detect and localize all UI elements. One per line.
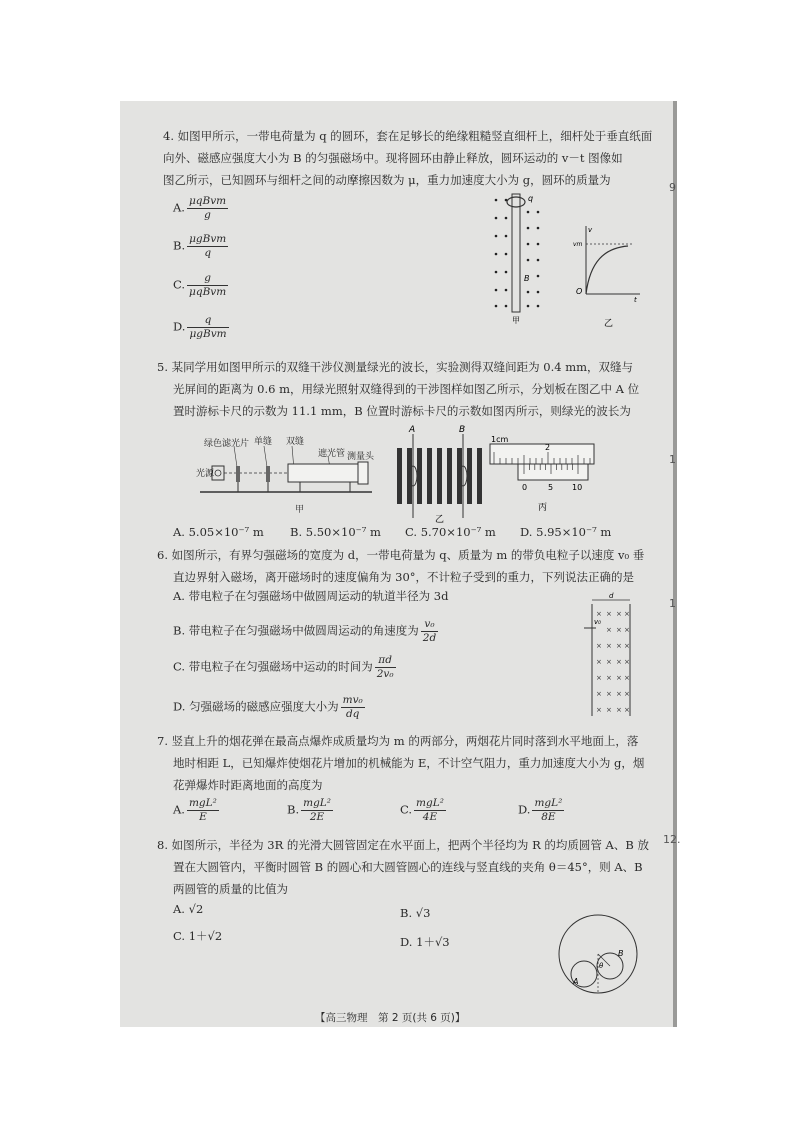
fraction [187, 195, 228, 222]
figure-caption: 甲 [295, 505, 305, 515]
vernier-0-label: 0 [522, 483, 528, 492]
measuring-head [358, 462, 368, 484]
question-8-stem [157, 834, 649, 900]
stem-line: 两圆管的质量的比值为 [173, 882, 288, 896]
figure-caption: 甲 [512, 316, 520, 325]
q5-option-d[interactable]: D. 5.95×10⁻⁷ m [520, 525, 612, 539]
denominator: q [204, 247, 212, 259]
lamp-icon [215, 470, 221, 476]
q5-figure-yi [393, 424, 485, 524]
stem-line: 花弹爆炸时距离地面的高度为 [173, 778, 323, 792]
q5-option-a[interactable]: A. 5.05×10⁻⁷ m [173, 525, 264, 539]
question-6-stem [157, 544, 644, 588]
svg-text:×: × [606, 706, 612, 714]
svg-text:×: × [616, 658, 622, 666]
svg-text:×: × [624, 610, 630, 618]
option-text: D. 匀强磁场的磁感应强度大小为 [173, 699, 339, 714]
numerator: mgL² [303, 797, 331, 809]
page-footer: 【高三物理 第 2 页(共 6 页)】 [315, 1012, 466, 1024]
origin-label: O [576, 287, 583, 296]
svg-text:×: × [616, 610, 622, 618]
q6-option-d[interactable] [173, 694, 365, 721]
option-label: D. [173, 319, 186, 334]
stem-line: 置时游标卡尺的示数为 11.1 mm，B 位置时游标卡尺的示数如图丙所示，则绿光的波长为 [173, 404, 631, 418]
q5-figure-bing [488, 432, 598, 520]
edge-number: 1 [669, 453, 676, 466]
svg-text:×: × [616, 706, 622, 714]
q7-option-d[interactable] [518, 797, 564, 824]
vm-label: vm [573, 241, 583, 248]
v-t-curve [586, 246, 628, 294]
numerator: πd [375, 654, 396, 668]
svg-text:×: × [596, 690, 602, 698]
q6-option-b[interactable] [173, 618, 438, 645]
fraction [414, 797, 446, 824]
question-4-stem [163, 125, 652, 191]
option-label: A. [173, 200, 185, 215]
svg-text:×: × [606, 658, 612, 666]
interference-fringes [397, 448, 482, 504]
vernier-10-label: 10 [572, 483, 583, 492]
svg-text:×: × [624, 658, 630, 666]
numerator: μqBvm [188, 195, 227, 207]
option-text: C. 带电粒子在匀强磁场中运动的时间为 [173, 659, 373, 674]
q4-option-a[interactable] [173, 195, 228, 222]
stem-line: 直边界射入磁场，离开磁场时的速度偏角为 30°，不计粒子受到的重力，下列说法正确的是 [173, 570, 635, 584]
svg-text:×: × [606, 674, 612, 682]
q8-option-a[interactable]: A. √2 [173, 902, 204, 916]
denominator: 2d [422, 632, 437, 644]
option-label: B. [173, 238, 186, 253]
svg-text:×: × [596, 706, 602, 714]
stem-line: 图乙所示，已知圆环与细杆之间的动摩擦因数为 μ，重力加速度大小为 g，圆环的质量为 [163, 173, 611, 187]
svg-text:×: × [624, 674, 630, 682]
measuring-head-label: 测量头 [347, 452, 375, 462]
main-tick-label: 2 [545, 443, 551, 452]
q6-option-a[interactable]: A. 带电粒子在匀强磁场中做圆周运动的轨道半径为 3d [173, 589, 449, 603]
tube-label: 遮光管 [318, 449, 346, 459]
q8-option-b[interactable]: B. √3 [400, 906, 431, 920]
stem-line: 6. 如图所示，有界匀强磁场的宽度为 d，一带电荷量为 q、质量为 m 的带负电粒子以速度 v₀ 垂 [157, 548, 645, 562]
numerator: mgL² [188, 797, 217, 809]
q8-figure [556, 908, 642, 1004]
stem-line: 地时相距 L，已知爆炸使烟花片增加的机械能为 E，不计空气阻力，重力加速度大小为 g，烟 [173, 756, 645, 770]
edge-number: 9 [669, 181, 676, 194]
fraction [532, 797, 564, 824]
ring-a-label: A [573, 977, 579, 986]
svg-text:×: × [606, 642, 612, 650]
width-label: d [609, 592, 614, 600]
single-slit [266, 466, 270, 482]
denominator: μqBvm [189, 286, 227, 298]
numerator: mv₀ [342, 694, 363, 706]
rod [512, 194, 520, 312]
field-crosses [596, 610, 630, 714]
position-b-label: B [459, 425, 466, 435]
fraction [187, 797, 219, 824]
q4-figure-yi [568, 222, 646, 330]
option-label: C. [173, 277, 186, 292]
angle-label: θ [599, 962, 604, 970]
denominator: μgBvm [189, 328, 227, 340]
stem-line: 向外、磁感应强度大小为 B 的匀强磁场中。现将圆环由静止释放，圆环运动的 v－t 图像如 [163, 151, 623, 165]
ring [507, 197, 525, 207]
option-label: D. [518, 802, 531, 817]
q7-option-a[interactable] [173, 797, 219, 824]
denominator: 8E [541, 811, 556, 823]
q4-option-d[interactable] [173, 314, 229, 341]
svg-text:×: × [606, 690, 612, 698]
denominator: 4E [422, 811, 438, 823]
charge-label: q [528, 194, 534, 203]
stem-line: 光屏间的距离为 0.6 m，用绿光照射双缝得到的干涉图样如图乙所示，分划板在图乙中 A 位 [173, 382, 640, 396]
single-slit-label: 单缝 [254, 437, 273, 447]
q8-option-c[interactable]: C. 1＋√2 [173, 929, 223, 943]
stem-line: 4. 如图甲所示，一带电荷量为 q 的圆环，套在足够长的绝缘粗糙竖直细杆上，细杆处于垂直纸面 [163, 129, 653, 143]
position-a-label: A [409, 425, 416, 435]
stem-line: 7. 竖直上升的烟花弹在最高点爆炸成质量均为 m 的两部分，两烟花片同时落到水平地面上，落 [157, 734, 639, 748]
stem-line: 5. 某同学用如图甲所示的双缝干涉仪测量绿光的波长，实验测得双缝间距为 0.4 mm，双缝与 [157, 360, 634, 374]
option-label: A. [173, 802, 185, 817]
fraction [375, 654, 396, 681]
svg-text:×: × [624, 690, 630, 698]
svg-text:×: × [596, 610, 602, 618]
q4-option-b[interactable] [173, 233, 228, 260]
q5-option-c[interactable]: C. 5.70×10⁻⁷ m [405, 525, 496, 539]
fraction [421, 618, 438, 645]
svg-text:×: × [596, 658, 602, 666]
numerator: q [187, 314, 228, 328]
svg-text:×: × [596, 674, 602, 682]
velocity-label: v₀ [594, 618, 601, 626]
field-label: B [524, 274, 530, 283]
numerator: μgBvm [189, 233, 227, 245]
question-7-stem [157, 730, 644, 796]
adjacent-page [663, 101, 794, 1027]
denominator: E [199, 811, 207, 823]
option-text: B. 带电粒子在匀强磁场中做圆周运动的角速度为 [173, 623, 419, 638]
edge-number: 12. [663, 833, 681, 846]
light-tube [288, 464, 358, 482]
question-5-stem [157, 356, 639, 422]
svg-text:×: × [616, 690, 622, 698]
v-label: v [588, 226, 593, 234]
filter-label: 绿色滤光片 [204, 439, 250, 449]
fraction [187, 272, 228, 299]
q4-option-c[interactable] [173, 272, 228, 299]
q4-figure-jia [488, 190, 548, 325]
figure-caption: 乙 [604, 319, 614, 329]
q6-figure [584, 592, 636, 720]
svg-text:×: × [624, 626, 630, 634]
numerator: mgL² [416, 797, 444, 809]
field-dots [495, 199, 540, 308]
svg-text:×: × [606, 626, 612, 634]
numerator: mgL² [534, 797, 563, 809]
q6-option-c[interactable] [173, 654, 396, 681]
denominator: dq [345, 708, 360, 720]
q7-option-c[interactable] [400, 797, 446, 824]
svg-text:×: × [616, 674, 622, 682]
q5-option-b[interactable]: B. 5.50×10⁻⁷ m [290, 525, 381, 539]
figure-caption: 丙 [538, 503, 548, 513]
numerator: v₀ [421, 618, 438, 632]
figure-caption: 乙 [435, 515, 445, 524]
denominator: 2E [309, 811, 325, 823]
svg-text:×: × [606, 610, 612, 618]
denominator: g [204, 209, 211, 221]
t-label: t [634, 296, 637, 304]
option-label: B. [287, 802, 300, 817]
double-slit-label: 双缝 [286, 437, 305, 447]
svg-text:×: × [596, 642, 602, 650]
fraction [187, 314, 228, 341]
denominator: 2v₀ [376, 668, 394, 680]
svg-text:×: × [624, 642, 630, 650]
option-label: C. [400, 802, 413, 817]
numerator: g [187, 272, 228, 286]
light-source-label: 光源 [196, 469, 215, 479]
vernier-scale [518, 464, 588, 480]
q7-option-b[interactable] [287, 797, 333, 824]
q8-option-d[interactable]: D. 1＋√3 [400, 935, 450, 949]
fraction [187, 233, 228, 260]
vernier-5-label: 5 [548, 483, 554, 492]
unit-label: 1cm [491, 435, 509, 444]
svg-text:×: × [616, 642, 622, 650]
svg-text:×: × [616, 626, 622, 634]
ring-b-label: B [618, 949, 624, 958]
fraction [341, 694, 365, 721]
fraction [301, 797, 333, 824]
edge-number: 1 [669, 597, 676, 610]
filter [236, 466, 240, 482]
stem-line: 置在大圆管内，平衡时圆管 B 的圆心和大圆管圆心的连线与竖直线的夹角 θ＝45°，则 A、B [173, 860, 643, 874]
stem-line: 8. 如图所示，半径为 3R 的光滑大圆管固定在水平面上，把两个半径均为 R 的均质圆管 A、B 放 [157, 838, 649, 852]
svg-text:×: × [624, 706, 630, 714]
